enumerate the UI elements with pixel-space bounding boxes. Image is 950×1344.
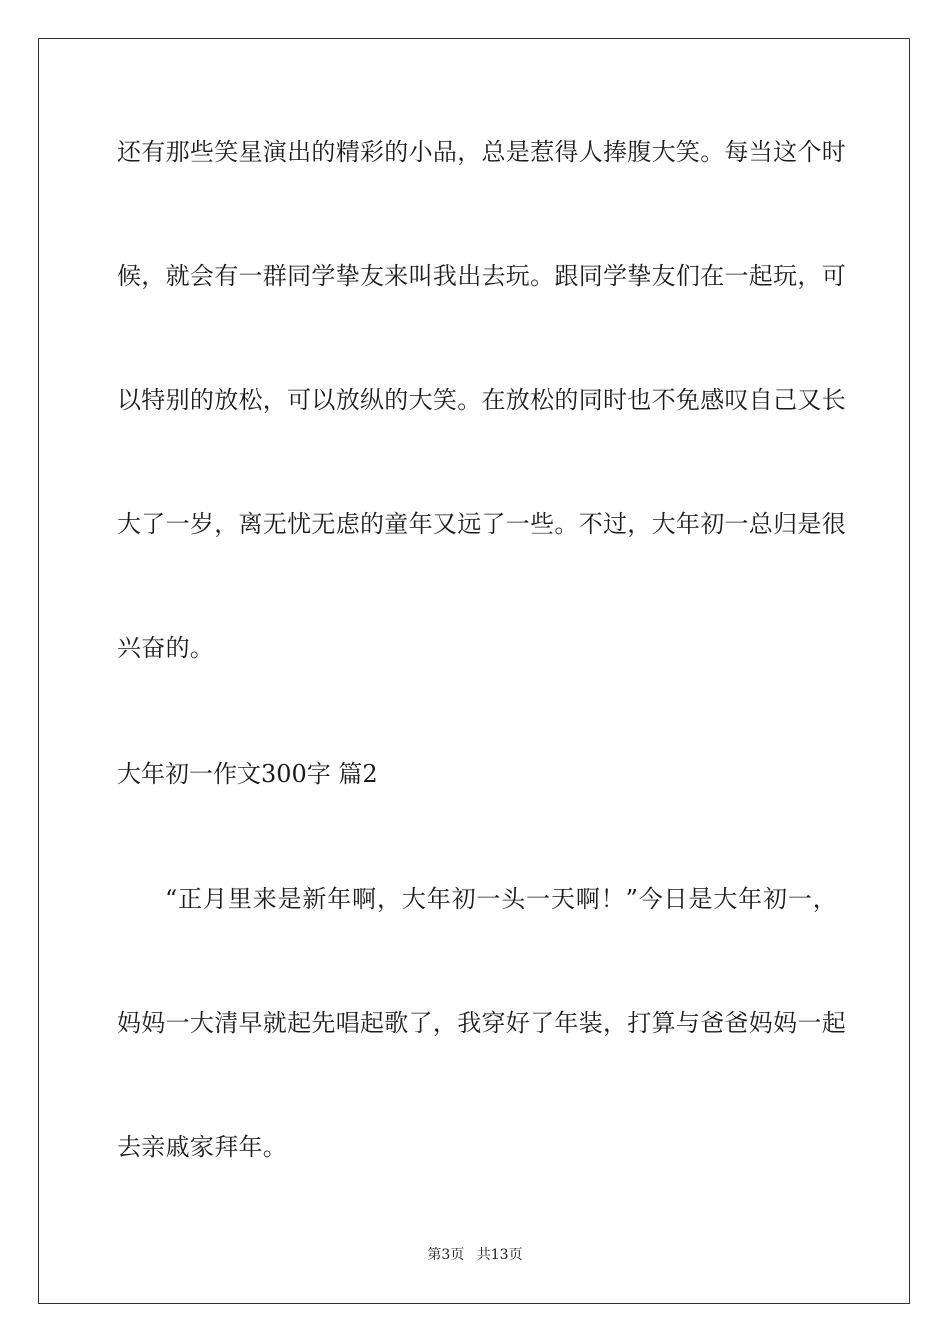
body-text-line: 候，就会有一群同学挚友来叫我出去玩。跟同学挚友们在一起玩，可 xyxy=(117,262,846,290)
body-text-line: 大了一岁，离无忧无虑的童年又远了一些。不过，大年初一总归是很 xyxy=(117,510,846,538)
body-text-line: “正月里来是新年啊，大年初一头一天啊！”今日是大年初一， xyxy=(165,885,837,913)
section-heading: 大年初一作文300字 篇2 xyxy=(117,760,378,788)
page-border xyxy=(38,38,910,1304)
body-text-line: 妈妈一大清早就起先唱起歌了，我穿好了年装，打算与爸爸妈妈一起 xyxy=(117,1009,846,1037)
current-page-number: 第3页 xyxy=(427,1247,465,1263)
body-text-line: 兴奋的。 xyxy=(117,634,215,662)
page-footer xyxy=(0,1246,950,1264)
body-text-line: 还有那些笑星演出的精彩的小品，总是惹得人捧腹大笑。每当这个时 xyxy=(117,138,846,166)
body-text-line: 以特别的放松，可以放纵的大笑。在放松的同时也不免感叹自己又长 xyxy=(117,386,846,414)
body-text-line: 去亲戚家拜年。 xyxy=(117,1133,288,1161)
total-pages: 共13页 xyxy=(476,1247,523,1263)
